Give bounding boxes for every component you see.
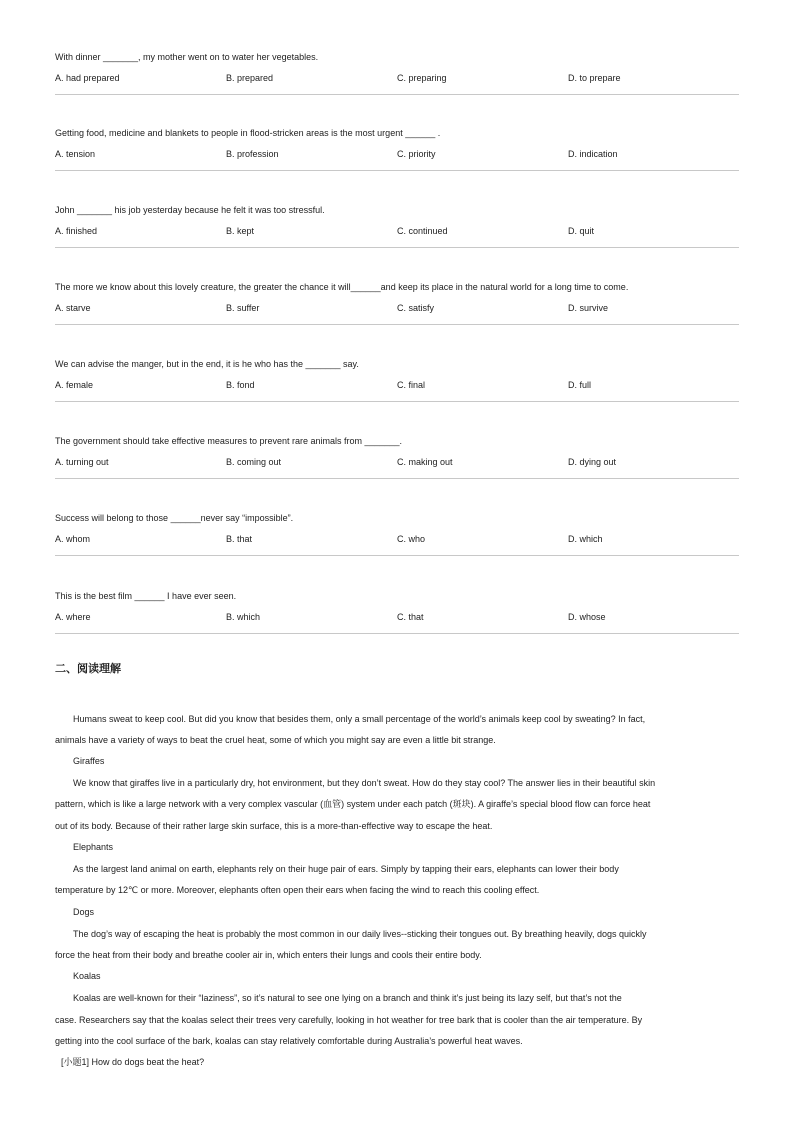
- passage-line: As the largest land animal on earth, elephants rely on their huge pair of ears. Simply by tapping their ears, elephants can lower their body: [73, 864, 619, 874]
- passage-heading-giraffes: Giraffes: [73, 756, 105, 766]
- option-d[interactable]: D. which: [568, 534, 603, 544]
- option-c[interactable]: C. satisfy: [397, 303, 435, 313]
- divider: [55, 478, 739, 479]
- option-d[interactable]: D. survive: [568, 303, 609, 313]
- passage-heading-dogs: Dogs: [73, 907, 95, 917]
- question-stem: The more we know about this lovely creature, the greater the chance it will______and keep its place in the natural world for a long time to come.: [55, 282, 629, 292]
- option-a[interactable]: A. tension: [55, 149, 96, 159]
- option-b[interactable]: B. fond: [226, 380, 255, 390]
- passage-line: out of its body. Because of their rather large skin surface, this is a more-than-effective way to escape the heat.: [55, 821, 493, 831]
- option-c[interactable]: C. final: [397, 380, 426, 390]
- option-c[interactable]: C. preparing: [397, 73, 447, 83]
- divider: [55, 324, 739, 325]
- option-a[interactable]: A. whom: [55, 534, 91, 544]
- question-stem: We can advise the manger, but in the end, it is he who has the _______ say.: [55, 359, 359, 369]
- question-stem: The government should take effective measures to prevent rare animals from _______.: [55, 436, 403, 446]
- option-a[interactable]: A. turning out: [55, 457, 109, 467]
- section-title: 二、阅读理解: [55, 663, 121, 675]
- option-d[interactable]: D. whose: [568, 612, 606, 622]
- option-a[interactable]: A. had prepared: [55, 73, 120, 83]
- option-b[interactable]: B. that: [226, 534, 253, 544]
- question-stem: This is the best film ______ I have ever seen.: [55, 591, 237, 601]
- passage-line: animals have a variety of ways to beat the cruel heat, some of which you might say are even a little bit strange.: [55, 735, 496, 745]
- passage-heading-koalas: Koalas: [73, 971, 101, 981]
- option-d[interactable]: D. full: [568, 380, 592, 390]
- option-b[interactable]: B. suffer: [226, 303, 260, 313]
- sub-question: [小题1] How do dogs beat the heat?: [61, 1057, 205, 1067]
- passage-heading-elephants: Elephants: [73, 842, 114, 852]
- option-d[interactable]: D. to prepare: [568, 73, 621, 83]
- passage-line: The dog’s way of escaping the heat is probably the most common in our daily lives--sticking their tongues out. By breathing heavily, dogs quickly: [73, 929, 647, 939]
- passage-line: force the heat from their body and breathe cooler air in, which enters their lungs and cools their entire body.: [55, 950, 482, 960]
- option-b[interactable]: B. kept: [226, 226, 255, 236]
- passage-line: temperature by 12℃ or more. Moreover, elephants often open their ears when facing the wind to reach this cooling effect.: [55, 885, 540, 895]
- question-stem: With dinner _______, my mother went on to water her vegetables.: [55, 52, 319, 62]
- question-stem: Success will belong to those ______never say “impossible”.: [55, 513, 294, 523]
- option-c[interactable]: C. making out: [397, 457, 453, 467]
- option-d[interactable]: D. dying out: [568, 457, 617, 467]
- option-a[interactable]: A. where: [55, 612, 91, 622]
- option-c[interactable]: C. priority: [397, 149, 436, 159]
- option-b[interactable]: B. prepared: [226, 73, 274, 83]
- option-b[interactable]: B. coming out: [226, 457, 282, 467]
- divider: [55, 170, 739, 171]
- option-a[interactable]: A. finished: [55, 226, 98, 236]
- option-c[interactable]: C. continued: [397, 226, 448, 236]
- question-stem: Getting food, medicine and blankets to people in flood-stricken areas is the most urgent ______ .: [55, 128, 441, 138]
- passage-line: getting into the cool surface of the bark, koalas can stay relatively comfortable during Australia’s powerful heat waves.: [55, 1036, 523, 1046]
- option-d[interactable]: D. indication: [568, 149, 618, 159]
- option-c[interactable]: C. that: [397, 612, 424, 622]
- option-d[interactable]: D. quit: [568, 226, 595, 236]
- option-b[interactable]: B. profession: [226, 149, 279, 159]
- passage-line: case. Researchers say that the koalas select their trees very carefully, looking in hot weather for tree bark that is cooler than the air temperature. By: [55, 1015, 643, 1025]
- passage-line: Humans sweat to keep cool. But did you know that besides them, only a small percentage of the world’s animals keep cool by sweating? In fact,: [73, 714, 646, 724]
- question-stem: John _______ his job yesterday because he felt it was too stressful.: [55, 205, 325, 215]
- divider: [55, 401, 739, 402]
- divider: [55, 247, 739, 248]
- passage-line: Koalas are well-known for their “laziness”, so it’s natural to see one lying on a branch and think it’s just being its lazy self, but that’s not the: [73, 993, 622, 1003]
- divider: [55, 94, 739, 95]
- divider: [55, 555, 739, 556]
- passage-line: We know that giraffes live in a particularly dry, hot environment, but they don’t sweat. How do they stay cool? The answer lies in their beautiful skin: [73, 778, 656, 788]
- option-a[interactable]: A. female: [55, 380, 94, 390]
- option-a[interactable]: A. starve: [55, 303, 91, 313]
- option-b[interactable]: B. which: [226, 612, 261, 622]
- option-c[interactable]: C. who: [397, 534, 426, 544]
- divider: [55, 633, 739, 634]
- passage-line: pattern, which is like a large network with a very complex vascular (血管) system under each patch (斑块). A giraffe’s special blood flow can force heat: [55, 799, 651, 809]
